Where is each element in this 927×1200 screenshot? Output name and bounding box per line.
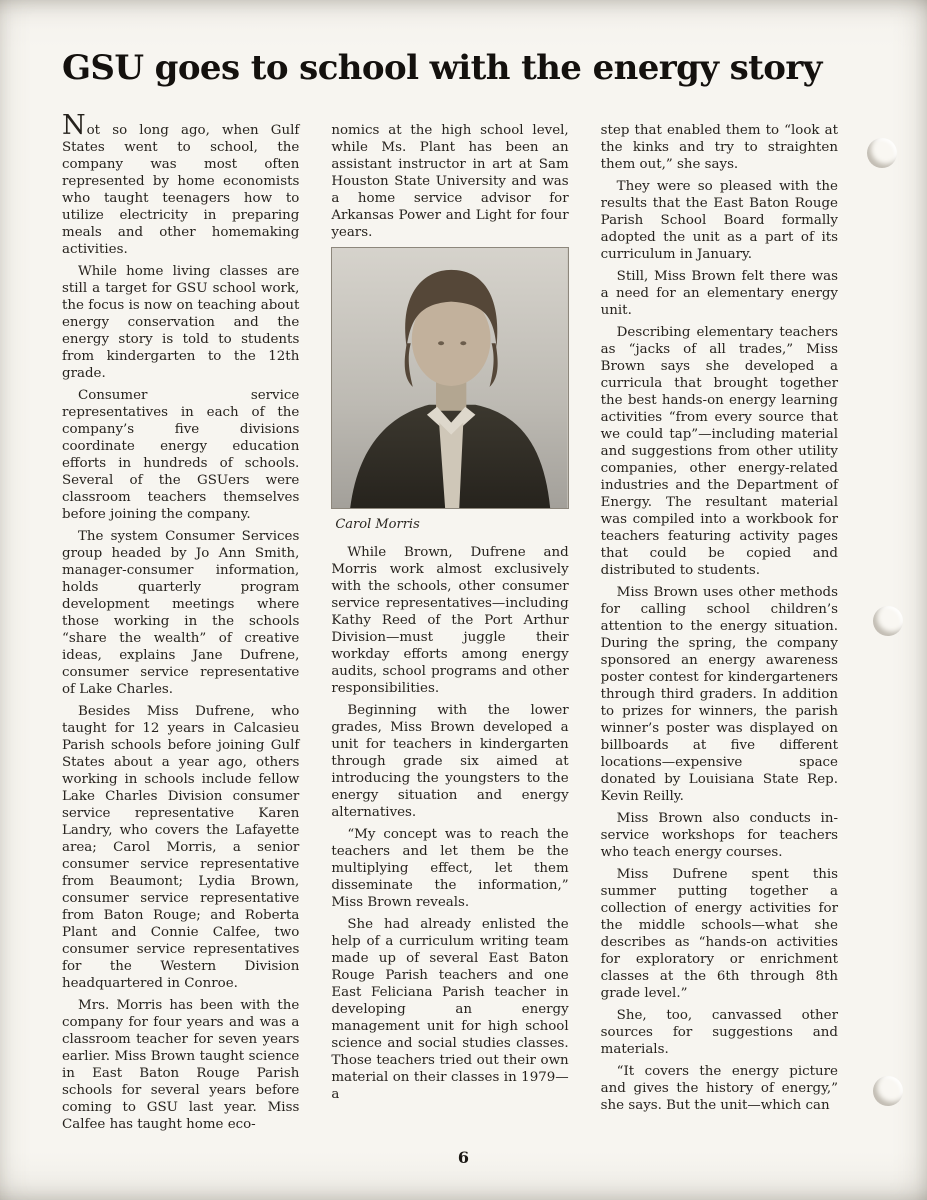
paragraph: Besides Miss Dufrene, who taught for 12 years in Calcasieu Parish schools before joining Gulf States about a year ago, others working in schools include fellow Lake Charles Division consumer service representative Karen Landry, who covers the Lafayette area; Carol Morris, a senior consumer service representative from Beaumont; Lydia Brown, consumer service representative from Baton Rouge; and Roberta Plant and Connie Calfee, two consumer service representatives for the Western Division headquartered in Conroe.	[62, 704, 300, 991]
column-2	[331, 122, 568, 1138]
paragraph: They were so pleased with the results that the East Baton Rouge Parish School Board formally adopted the unit as a part of its curriculum in January.	[600, 179, 838, 262]
paragraph: Still, Miss Brown felt there was a need for an elementary energy unit.	[600, 269, 838, 318]
paragraph: Beginning with the lower grades, Miss Brown developed a unit for teachers in kindergarten through grade six aimed at introducing the youngsters to the energy situation and energy alternatives.	[331, 703, 569, 820]
paragraph: She, too, canvassed other sources for suggestions and materials.	[600, 1008, 838, 1057]
paragraph: Miss Brown also conducts in-service workshops for teachers who teach energy courses.	[600, 811, 838, 860]
article-photo-figure	[331, 247, 568, 533]
column-2-intro	[331, 122, 568, 241]
paragraph: nomics at the high school level, while Ms. Plant has been an assistant instructor in art at Sam Houston State University and was a home service advisor for Arkansas Power and Light for four years.	[331, 123, 569, 240]
hole-punch	[873, 606, 903, 636]
hole-punch	[867, 138, 897, 168]
paragraph: While Brown, Dufrene and Morris work almost exclusively with the schools, other consumer service representatives—including Kathy Reed of the Port Arthur Division—must juggle their workday efforts among energy audits, school programs and other responsibilities.	[331, 545, 569, 696]
paragraph: Consumer service representatives in each of the company’s five divisions coordinate energy education efforts in hundreds of schools. Several of the GSUers were classroom teachers themselves before joining the company.	[62, 388, 300, 522]
page-number: 6	[457, 1148, 470, 1167]
paragraph: step that enabled them to “look at the kinks and try to straighten them out,” she says.	[600, 123, 838, 172]
paragraph: The system Consumer Services group headed by Jo Ann Smith, manager-consumer information, holds quarterly program development meetings where those working in the schools “share the wealth” of creative ideas, explains Jane Dufrene, consumer service representative of Lake Charles.	[62, 529, 300, 697]
article-title: GSU goes to school with the energy story	[62, 48, 822, 88]
paragraph: Miss Brown uses other methods for calling school children’s attention to the energy situation. During the spring, the company sponsored an energy awareness poster contest for kindergarteners through third graders. In addition to prizes for winners, the parish winner’s poster was displayed on billboards at five different locations—expensive space donated by Louisiana State Rep. Kevin Reilly.	[600, 585, 838, 804]
column-1	[62, 110, 300, 1138]
photo-caption: Carol Morris	[335, 517, 420, 532]
paragraph: Mrs. Morris has been with the company for four years and was a classroom teacher for seven years earlier. Miss Brown taught science in East Baton Rouge Parish schools for several years before coming to GSU last year. Miss Calfee has taught home eco-	[62, 998, 300, 1132]
paragraph: Describing elementary teachers as “jacks of all trades,” Miss Brown says she developed a curricula that brought together the best hands-on energy learning activities “from every source that we could tap”—including material and suggestions from other utility companies, other energy-related industries and the Department of Energy. The resultant material was compiled into a workbook for teachers featuring activity pages that could be copied and distributed to students.	[600, 325, 838, 578]
article-columns	[62, 110, 838, 1138]
paragraph: While home living classes are still a target for GSU school work, the focus is now on teaching about energy conservation and the energy story is told to students from kindergarten to the 12th grade.	[62, 264, 300, 381]
hole-punch	[873, 1076, 903, 1106]
paragraph: “My concept was to reach the teachers and let them be the multiplying effect, let them disseminate the information,” Miss Brown reveals.	[331, 827, 569, 910]
portrait-illustration	[332, 248, 567, 508]
paragraph: She had already enlisted the help of a curriculum writing team made up of several East Baton Rouge Parish teachers and one East Feliciana Parish teacher in developing an energy management unit for high school science and social studies classes. Those teachers tried out their own material on their classes in 1979—a	[331, 917, 569, 1102]
carol-morris-photo	[331, 247, 568, 509]
paragraph: “It covers the energy picture and gives the history of energy,” she says. But the unit—which can	[600, 1064, 838, 1113]
column-3	[601, 122, 838, 1138]
paragraph: Not so long ago, when Gulf States went to school, the company was most often represented by home economists who taught teenagers how to utilize electricity in preparing meals and other homemaking activities.	[62, 110, 300, 257]
paragraph: Miss Dufrene spent this summer putting together a collection of energy activities for the middle schools—what she describes as “hands-on activities for exploratory or enrichment classes at the 6th through 8th grade level.”	[600, 867, 838, 1001]
column-2-body	[331, 544, 568, 1103]
